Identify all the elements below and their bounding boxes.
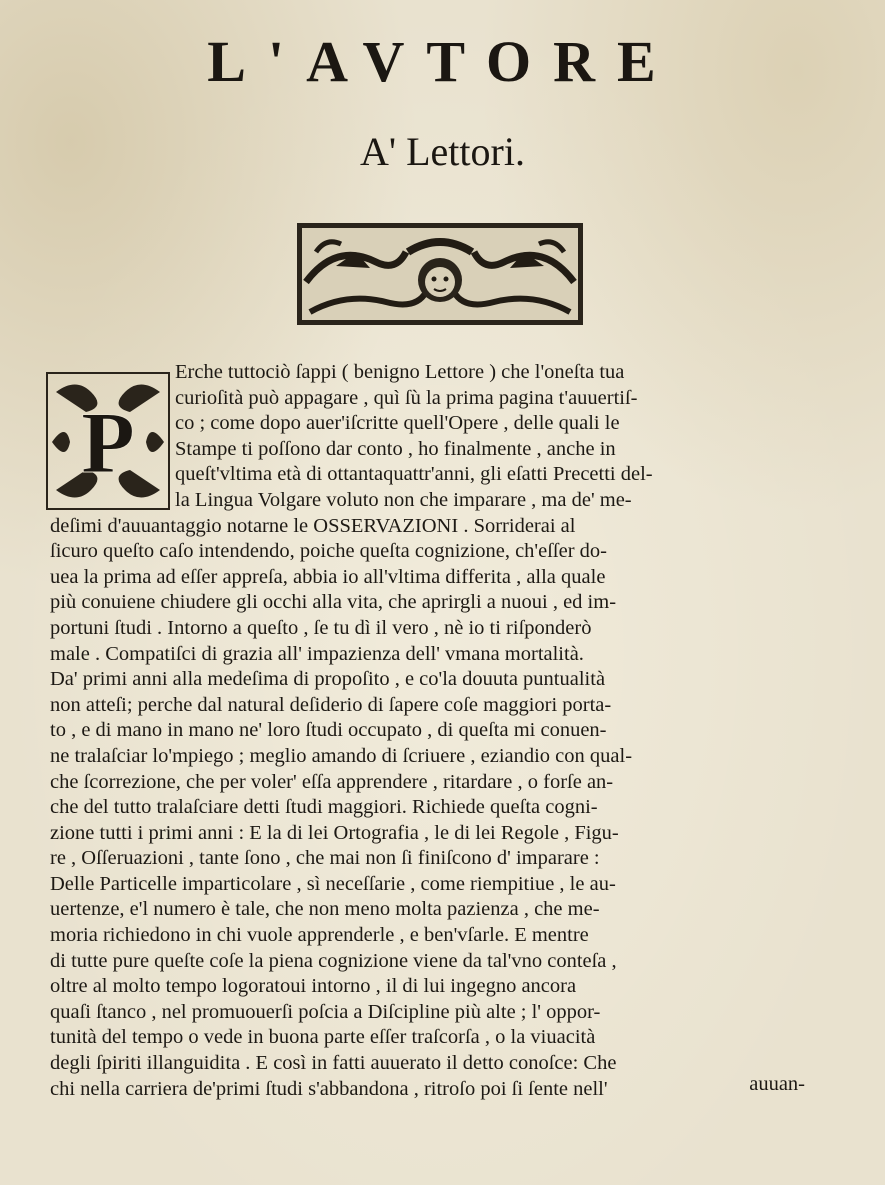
text-line: uertenze, e'l numero è tale, che non meno molta pazienza , che me-: [50, 898, 600, 921]
text-line: moria richiedono in chi vuole apprenderle , e ben'vſarle. E mentre: [50, 924, 589, 947]
text-line: più conuiene chiudere gli occhi alla vita, che aprirgli a nuoui , ed im-: [50, 591, 617, 614]
text-line: zione tutti i primi anni : E la di lei Ortografia , le di lei Regole , Figu-: [50, 821, 619, 844]
text-line: non atteſi; perche dal natural deſiderio di ſapere coſe maggiori porta-: [50, 693, 612, 716]
text-line: male . Compatiſci di grazia all' impazienza dell' vmana mortalità.: [50, 642, 584, 665]
text-line: queſt'vltima età di ottantaquattr'anni, gli eſatti Precetti del-: [175, 463, 653, 486]
text-line: portuni ſtudi . Intorno a queſto , ſe tu dì il vero , nè io ti riſponderò: [50, 616, 592, 639]
text-line: che ſcorrezione, che per voler' eſſa apprendere , ritardare , o forſe an-: [50, 770, 614, 793]
text-line: ne tralaſciar lo'mpiego ; meglio amando di ſcriuere , eziandio con qual-: [50, 744, 633, 767]
page-subtitle: A' Lettori.: [360, 129, 525, 174]
text-line: re , Oſſeruazioni , tante ſono , che mai non ſi finiſcono d' imparare :: [50, 847, 600, 870]
text-line: curioſità può appagare , quì ſù la prima pagina t'auuertiſ-: [175, 386, 638, 409]
text-line: Erche tuttociò ſappi ( benigno Lettore ) che l'oneſta tua: [175, 361, 625, 383]
body-text: [50, 360, 840, 1102]
text-line: Da' primi anni alla medeſima di propoſito , e co'la douuta puntualità: [50, 668, 606, 691]
text-line: la Lingua Volgare voluto non che imparare , ma de' me-: [175, 488, 632, 511]
text-line: chi nella carriera de'primi ſtudi s'abbandona , ritroſo poi ſi ſente nell': [50, 1077, 608, 1100]
initial-letter: P: [81, 395, 135, 492]
text-line: Delle Particelle imparticolare , sì neceſſarie , come riempitiue , le au-: [50, 872, 616, 895]
text-line: to , e di mano in mano ne' loro ſtudi occupato , di queſta mi conuen-: [50, 719, 607, 742]
text-line: Stampe ti poſſono dar conto , ho finalmente , anche in: [175, 437, 616, 460]
text-line: co ; come dopo auer'iſcritte quell'Opere , delle quali le: [175, 412, 620, 435]
text-line: ſicuro queſto caſo intendendo, poiche queſta cognizione, ch'eſſer do-: [50, 540, 607, 563]
text-line: uea la prima ad eſſer appreſa, abbia io all'vltima differita , alla quale: [50, 565, 606, 588]
text-line: che del tutto tralaſciare detti ſtudi maggiori. Richiede queſta cogni-: [50, 796, 598, 819]
text-line: di tutte pure queſte coſe la piena cognizione viene da tal'vno conteſa ,: [50, 949, 617, 972]
text-line: tunità del tempo o vede in buona parte eſſer traſcorſa , o la viuacità: [50, 1026, 596, 1049]
headpiece-ornament: [296, 222, 584, 326]
page-title: L'AVTORE: [207, 29, 678, 94]
text-line: oltre al molto tempo logoratoui intorno , il di lui ingegno ancora: [50, 975, 577, 998]
text-line: deſimi d'auuantaggio notarne le OSSERVAZIONI . Sorriderai al: [50, 514, 576, 537]
text-line: quaſi ſtanco , nel promuouerſi poſcia a Diſcipline più alte ; l' oppor-: [50, 1000, 601, 1023]
text-line: degli ſpiriti illanguidita . E così in fatti auuerato il detto conoſce: Che: [50, 1052, 617, 1075]
catchword: auuan-: [749, 1073, 805, 1095]
